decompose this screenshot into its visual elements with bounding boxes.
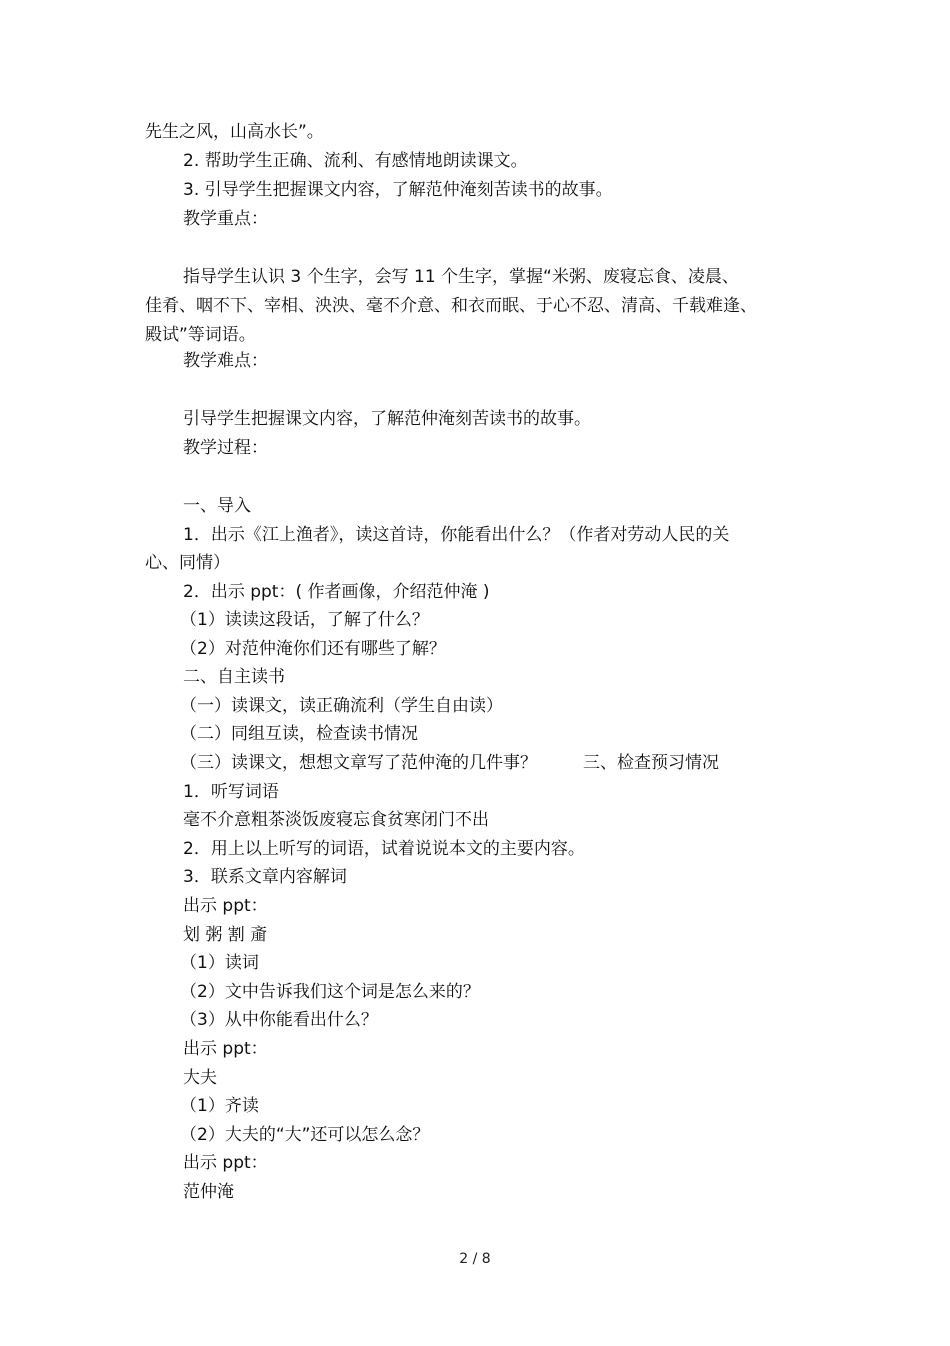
text-line: 3. 引导学生把握课文内容，了解范仲淹刻苦读书的故事。 (183, 180, 613, 200)
text-line: 1．出示《江上渔者》，读这首诗，你能看出什么？（作者对劳动人民的关 (183, 525, 730, 545)
text-line: 毫不介意粗茶淡饭废寝忘食贫寒闭门不出 (183, 810, 489, 830)
text-line: （一）读课文，读正确流利（学生自由读） (180, 696, 503, 716)
section-heading: 三、检查预习情况 (583, 753, 719, 773)
page-number: 2 / 8 (459, 1251, 491, 1267)
text-line: （3）从中你能看出什么？ (180, 1010, 378, 1030)
text-line: 佳肴、咽不下、宰相、泱泱、毫不介意、和衣而眠、于心不忍、清高、千载难逢、 (145, 296, 757, 316)
text-line: 2. 帮助学生正确、流利、有感情地朗读课文。 (183, 151, 528, 171)
text-line: （1）读词 (180, 953, 259, 973)
section-heading: 教学难点： (183, 351, 268, 371)
text-line: 划 粥 割 齑 (183, 925, 268, 945)
text-line: （2）文中告诉我们这个词是怎么来的？ (180, 982, 480, 1002)
text-line: 3．联系文章内容解词 (183, 867, 347, 887)
text-line: 出示 ppt： (183, 1153, 268, 1173)
text-line: 大夫 (183, 1068, 217, 1088)
text-line: 出示 ppt： (183, 896, 268, 916)
text-line: （1）读读这段话，了解了什么？ (180, 610, 429, 630)
section-heading: 一、导入 (183, 496, 251, 516)
section-heading: 教学过程： (183, 438, 268, 458)
text-line: 出示 ppt： (183, 1039, 268, 1059)
text-line: 引导学生把握课文内容，了解范仲淹刻苦读书的故事。 (183, 409, 591, 429)
text-line: （2）大夫的“大”还可以怎么念？ (180, 1125, 430, 1145)
text-segment: （三）读课文，想想文章写了范仲淹的几件事？ (180, 753, 537, 773)
text-line: （二）同组互读，检查读书情况 (180, 724, 418, 744)
text-line: 1．听写词语 (183, 782, 279, 802)
text-line: （1）齐读 (180, 1096, 259, 1116)
text-line: 范仲淹 (183, 1182, 234, 1202)
text-line: 心、同情） (145, 553, 230, 573)
section-heading: 教学重点： (183, 209, 268, 229)
text-line (180, 752, 719, 774)
text-line: 2．出示 ppt：( 作者画像，介绍范仲淹 ) (183, 582, 490, 602)
text-line: （2）对范仲淹你们还有哪些了解？ (180, 639, 446, 659)
text-line: 先生之风，山高水长”。 (145, 122, 324, 142)
text-line: 指导学生认识 3 个生字，会写 11 个生字，掌握“米粥、废寝忘食、凌晨、 (183, 267, 739, 287)
text-line: 2．用上以上听写的词语，试着说说本文的主要内容。 (183, 839, 585, 859)
text-line: 殿试”等词语。 (145, 325, 256, 345)
section-heading: 二、自主读书 (183, 667, 285, 687)
